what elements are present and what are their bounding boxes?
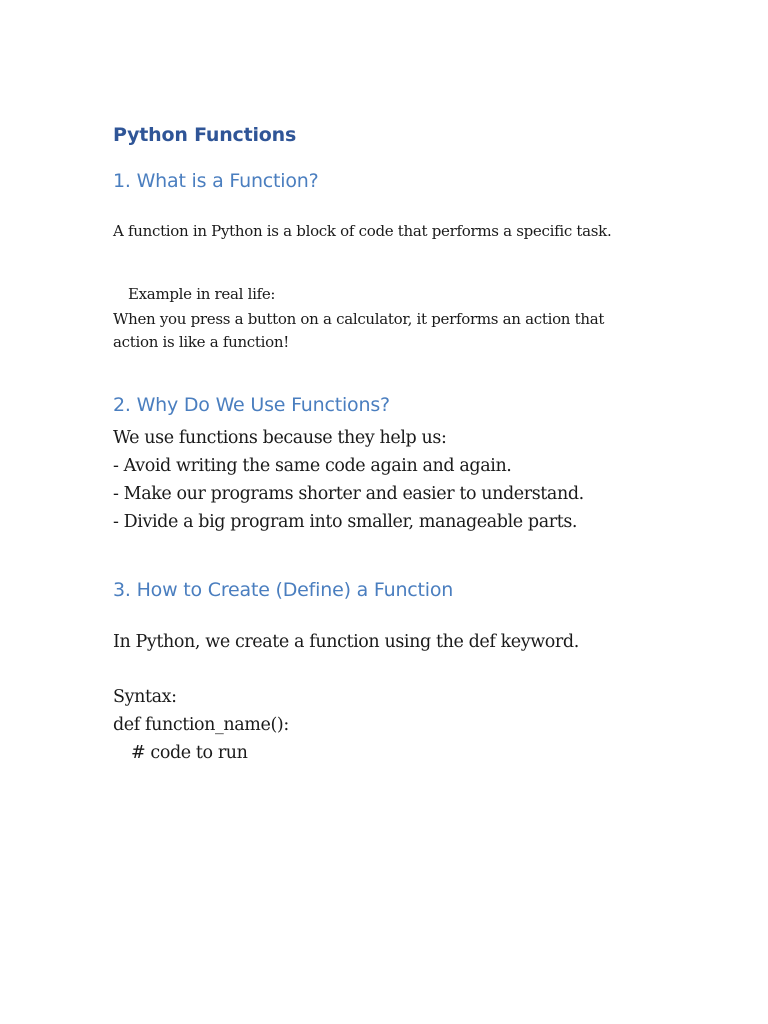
section-1-example-line-2: action is like a function!	[113, 333, 289, 351]
section-1-example-label: Example in real life:	[128, 285, 276, 303]
section-2-intro: We use functions because they help us:	[113, 428, 447, 448]
section-3-intro: In Python, we create a function using the def keyword.	[113, 632, 579, 652]
section-3-code-line-1: def function_name():	[113, 715, 289, 735]
section-3-syntax-label: Syntax:	[113, 687, 177, 707]
section-1-heading: 1. What is a Function?	[113, 170, 319, 192]
section-2-heading: 2. Why Do We Use Functions?	[113, 394, 390, 416]
section-1-example-line-1: When you press a button on a calculator, it performs an action that	[113, 310, 605, 328]
document-title: Python Functions	[113, 124, 297, 146]
section-2-bullet-1: - Avoid writing the same code again and again.	[113, 456, 512, 476]
section-3-code-line-2: # code to run	[131, 743, 248, 763]
section-1-intro: A function in Python is a block of code that performs a specific task.	[113, 222, 612, 240]
section-2-bullet-3: - Divide a big program into smaller, manageable parts.	[113, 512, 578, 532]
section-2-bullet-2: - Make our programs shorter and easier to understand.	[113, 484, 584, 504]
section-3-heading: 3. How to Create (Define) a Function	[113, 579, 454, 601]
